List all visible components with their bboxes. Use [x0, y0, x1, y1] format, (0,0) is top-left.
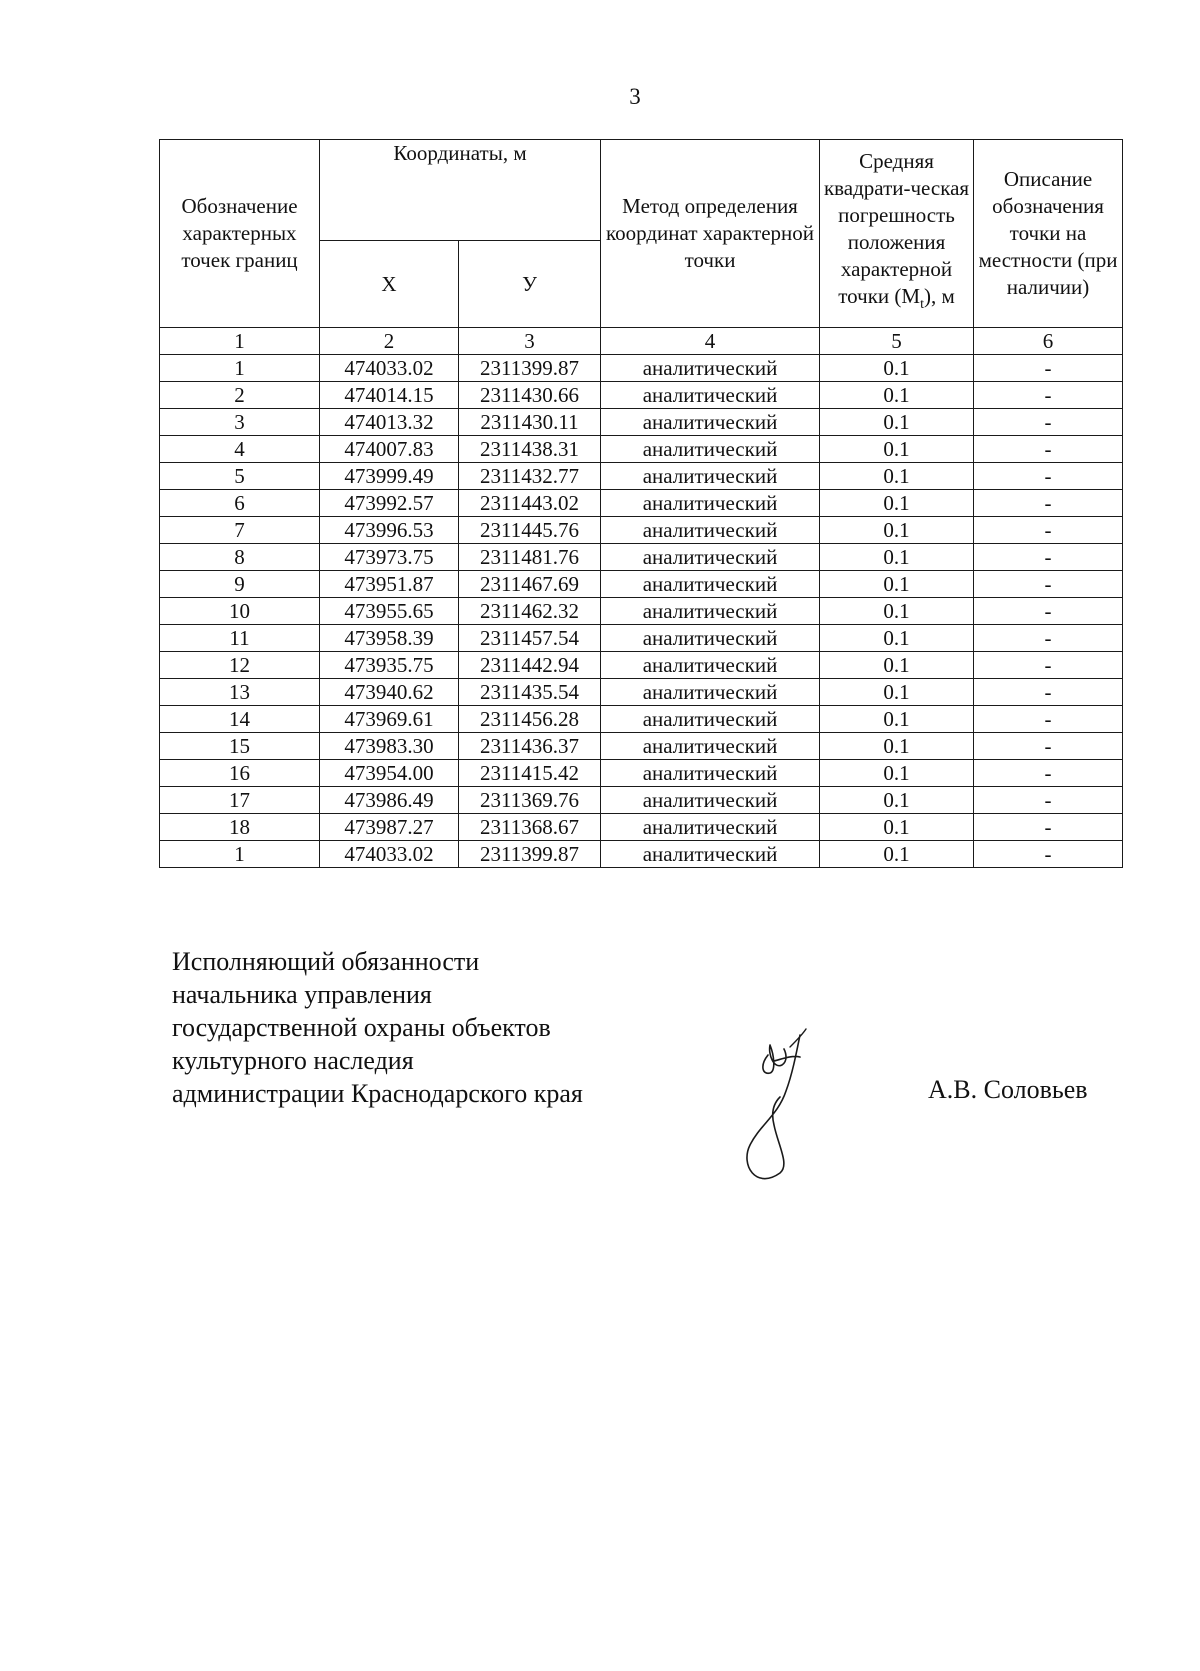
cell-point: 9	[160, 571, 320, 598]
table-row	[160, 733, 1123, 760]
cell-point: 17	[160, 787, 320, 814]
column-number: 3	[459, 328, 601, 355]
table-row	[160, 382, 1123, 409]
cell-method: аналитический	[601, 409, 820, 436]
cell-x: 474007.83	[320, 436, 459, 463]
cell-description: -	[974, 517, 1123, 544]
cell-description: -	[974, 382, 1123, 409]
cell-method: аналитический	[601, 706, 820, 733]
header-error-subscript: t	[920, 297, 924, 313]
table-row	[160, 814, 1123, 841]
cell-point: 6	[160, 490, 320, 517]
cell-error: 0.1	[820, 409, 974, 436]
header-coordinates: Координаты, м	[320, 140, 601, 241]
cell-x: 473986.49	[320, 787, 459, 814]
cell-description: -	[974, 787, 1123, 814]
table-row	[160, 760, 1123, 787]
cell-y: 2311369.76	[459, 787, 601, 814]
cell-method: аналитический	[601, 760, 820, 787]
table-row	[160, 463, 1123, 490]
page-number: 3	[629, 84, 641, 109]
cell-error: 0.1	[820, 625, 974, 652]
cell-x: 473951.87	[320, 571, 459, 598]
cell-method: аналитический	[601, 490, 820, 517]
cell-x: 473992.57	[320, 490, 459, 517]
cell-error: 0.1	[820, 733, 974, 760]
cell-description: -	[974, 679, 1123, 706]
cell-description: -	[974, 571, 1123, 598]
cell-point: 15	[160, 733, 320, 760]
cell-point: 3	[160, 409, 320, 436]
cell-y: 2311368.67	[459, 814, 601, 841]
cell-error: 0.1	[820, 598, 974, 625]
table-row	[160, 598, 1123, 625]
cell-description: -	[974, 544, 1123, 571]
header-description: Описание обозначения точки на местности (при наличии)	[974, 140, 1123, 328]
cell-method: аналитический	[601, 571, 820, 598]
cell-description: -	[974, 706, 1123, 733]
cell-method: аналитический	[601, 598, 820, 625]
cell-description: -	[974, 463, 1123, 490]
signatory-line: государственной охраны объектов	[172, 1013, 551, 1042]
cell-x: 473955.65	[320, 598, 459, 625]
cell-point: 1	[160, 841, 320, 868]
cell-error: 0.1	[820, 841, 974, 868]
coordinates-table	[159, 139, 1123, 868]
cell-x: 473996.53	[320, 517, 459, 544]
cell-error: 0.1	[820, 814, 974, 841]
table-row	[160, 706, 1123, 733]
table-row	[160, 544, 1123, 571]
cell-point: 5	[160, 463, 320, 490]
cell-x: 473999.49	[320, 463, 459, 490]
cell-x: 474013.32	[320, 409, 459, 436]
cell-description: -	[974, 841, 1123, 868]
cell-y: 2311430.11	[459, 409, 601, 436]
cell-y: 2311432.77	[459, 463, 601, 490]
cell-description: -	[974, 814, 1123, 841]
cell-x: 473940.62	[320, 679, 459, 706]
signatory-line: начальника управления	[172, 980, 432, 1009]
cell-y: 2311399.87	[459, 355, 601, 382]
cell-y: 2311467.69	[459, 571, 601, 598]
cell-point: 11	[160, 625, 320, 652]
cell-error: 0.1	[820, 760, 974, 787]
column-number: 1	[160, 328, 320, 355]
cell-point: 4	[160, 436, 320, 463]
cell-x: 473969.61	[320, 706, 459, 733]
cell-x: 473935.75	[320, 652, 459, 679]
cell-method: аналитический	[601, 517, 820, 544]
header-error-text: Средняя квадрати-ческая погрешность положения характерной точки (M	[823, 149, 970, 309]
cell-method: аналитический	[601, 652, 820, 679]
cell-error: 0.1	[820, 787, 974, 814]
cell-method: аналитический	[601, 355, 820, 382]
cell-x: 474014.15	[320, 382, 459, 409]
cell-y: 2311443.02	[459, 490, 601, 517]
cell-y: 2311435.54	[459, 679, 601, 706]
table-row	[160, 571, 1123, 598]
cell-method: аналитический	[601, 625, 820, 652]
cell-error: 0.1	[820, 679, 974, 706]
cell-x: 474033.02	[320, 841, 459, 868]
cell-description: -	[974, 625, 1123, 652]
table-row	[160, 436, 1123, 463]
cell-y: 2311430.66	[459, 382, 601, 409]
signatory-name: А.В. Соловьев	[928, 1075, 1088, 1104]
header-error-tail: ), м	[923, 284, 955, 309]
cell-error: 0.1	[820, 706, 974, 733]
cell-x: 473983.30	[320, 733, 459, 760]
cell-point: 12	[160, 652, 320, 679]
cell-method: аналитический	[601, 733, 820, 760]
cell-y: 2311442.94	[459, 652, 601, 679]
cell-error: 0.1	[820, 355, 974, 382]
cell-point: 13	[160, 679, 320, 706]
column-number: 4	[601, 328, 820, 355]
cell-x: 473987.27	[320, 814, 459, 841]
cell-description: -	[974, 598, 1123, 625]
cell-point: 10	[160, 598, 320, 625]
cell-point: 14	[160, 706, 320, 733]
cell-error: 0.1	[820, 544, 974, 571]
cell-x: 473973.75	[320, 544, 459, 571]
cell-method: аналитический	[601, 463, 820, 490]
cell-description: -	[974, 760, 1123, 787]
cell-point: 2	[160, 382, 320, 409]
cell-point: 8	[160, 544, 320, 571]
cell-error: 0.1	[820, 517, 974, 544]
cell-y: 2311438.31	[459, 436, 601, 463]
cell-description: -	[974, 409, 1123, 436]
header-error	[820, 140, 974, 328]
cell-x: 473958.39	[320, 625, 459, 652]
column-number: 2	[320, 328, 459, 355]
cell-method: аналитический	[601, 436, 820, 463]
cell-description: -	[974, 490, 1123, 517]
cell-point: 18	[160, 814, 320, 841]
cell-error: 0.1	[820, 571, 974, 598]
cell-error: 0.1	[820, 382, 974, 409]
table-row	[160, 409, 1123, 436]
column-number: 6	[974, 328, 1123, 355]
table-row	[160, 652, 1123, 679]
signatory-position	[172, 945, 583, 1110]
column-numbers-row	[160, 328, 1123, 355]
cell-description: -	[974, 733, 1123, 760]
header-x: Х	[320, 241, 459, 328]
table-row	[160, 355, 1123, 382]
cell-x: 474033.02	[320, 355, 459, 382]
table-row	[160, 679, 1123, 706]
table-row	[160, 787, 1123, 814]
cell-y: 2311399.87	[459, 841, 601, 868]
cell-error: 0.1	[820, 436, 974, 463]
cell-x: 473954.00	[320, 760, 459, 787]
cell-point: 16	[160, 760, 320, 787]
cell-y: 2311462.32	[459, 598, 601, 625]
cell-method: аналитический	[601, 787, 820, 814]
handwritten-signature	[730, 1025, 850, 1190]
cell-y: 2311456.28	[459, 706, 601, 733]
signatory-line: администрации Краснодарского края	[172, 1079, 583, 1108]
table-row	[160, 490, 1123, 517]
cell-y: 2311481.76	[459, 544, 601, 571]
cell-error: 0.1	[820, 490, 974, 517]
cell-y: 2311415.42	[459, 760, 601, 787]
cell-method: аналитический	[601, 544, 820, 571]
header-point-designation: Обозначение характерных точек границ	[160, 140, 320, 328]
cell-error: 0.1	[820, 463, 974, 490]
table-row	[160, 625, 1123, 652]
cell-y: 2311436.37	[459, 733, 601, 760]
cell-y: 2311445.76	[459, 517, 601, 544]
column-number: 5	[820, 328, 974, 355]
header-y: У	[459, 241, 601, 328]
cell-point: 7	[160, 517, 320, 544]
table-row	[160, 841, 1123, 868]
cell-method: аналитический	[601, 382, 820, 409]
signatory-line: культурного наследия	[172, 1046, 414, 1075]
header-method: Метод определения координат характерной точки	[601, 140, 820, 328]
cell-method: аналитический	[601, 841, 820, 868]
table-row	[160, 517, 1123, 544]
cell-description: -	[974, 355, 1123, 382]
cell-y: 2311457.54	[459, 625, 601, 652]
cell-method: аналитический	[601, 814, 820, 841]
cell-description: -	[974, 652, 1123, 679]
cell-method: аналитический	[601, 679, 820, 706]
cell-point: 1	[160, 355, 320, 382]
cell-description: -	[974, 436, 1123, 463]
cell-error: 0.1	[820, 652, 974, 679]
signatory-line: Исполняющий обязанности	[172, 947, 480, 976]
